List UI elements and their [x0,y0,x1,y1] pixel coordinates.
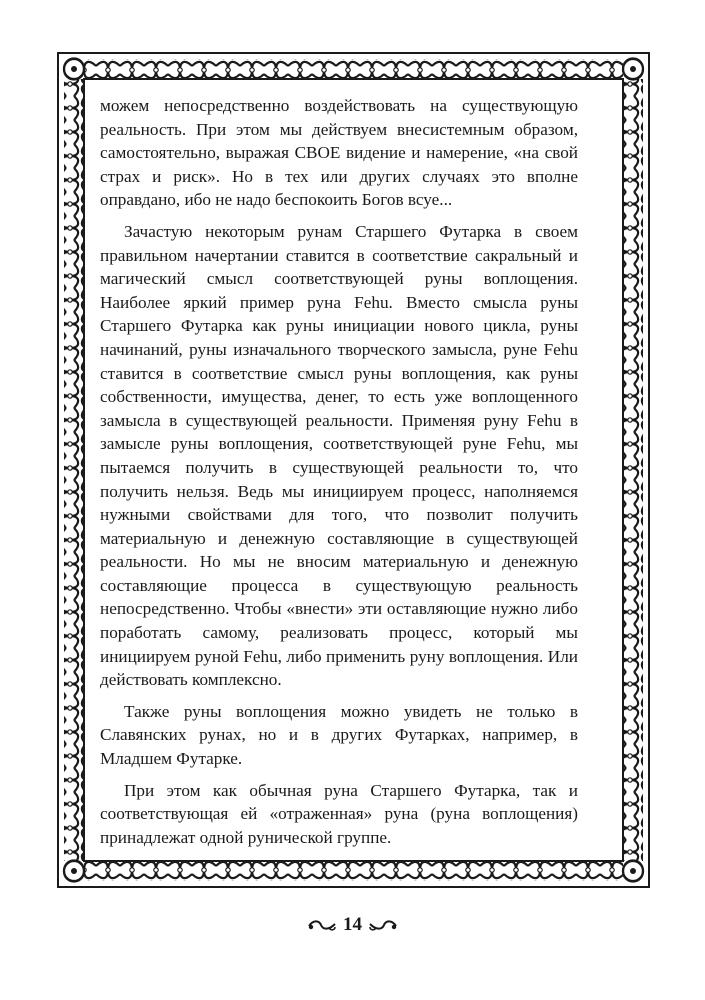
main-text [100,94,578,849]
paragraph-1: можем непосредственно воздействовать на существующую реальность. При этом мы действуем внесистемным образом, самостоятельно, выражая СВОЕ видение и намерение, «на свой страх и риск». Но в тех или других случаях это вполне оправдано, ибо не надо беспокоить Богов всуе... [100,96,578,210]
page-footer [0,914,705,936]
paragraph-2: Зачастую некоторым рунам Старшего Футарка в своем правильном начертании ставится в соответствие сакральный и магический смысл соответствующей руны воплощения. Наиболее яркий пример руна Fehu. Вместо смысла руны Старшего Футарка как руны инициации нового цикла, руны начинаний, руны изначального творческого замысла, руне Fehu ставится в соответствие смысл руны воплощения, как руны собственности, имущества, денег, то есть уже воплощенного замысла в существующей реальности. Применяя руну Fehu в замысле руны воплощения, соответствующей руне Fehu, мы пытаемся получить в существующей реальности то, что получить нельзя. Ведь мы инициируем процесс, наполняемся нужными свойствами для того, что позволит получить материальную и денежную составляющие в существующей реальности. Но мы не вносим материальную и денежную составляющие процесса в существующую реальность непосредственно. Чтобы «внести» эти оставляющие нужно либо поработать самому, реализовать процесс, который мы инициируем руной Fehu, либо применить руну воплощения. Или действовать комплексно. [100,221,578,690]
paragraph-3: Также руны воплощения можно увидеть не только в Славянских рунах, но и в других Футарках, например, в Младшем Футарке. [100,701,578,769]
right-flourish-icon [368,918,398,932]
paragraph-4: При этом как обычная руна Старшего Футарка, так и соответствующая ей «отраженная» руна (руна воплощения) принадлежат одной рунической группе. [100,780,578,847]
left-flourish-icon [307,918,337,932]
page-number: 14 [343,914,362,935]
